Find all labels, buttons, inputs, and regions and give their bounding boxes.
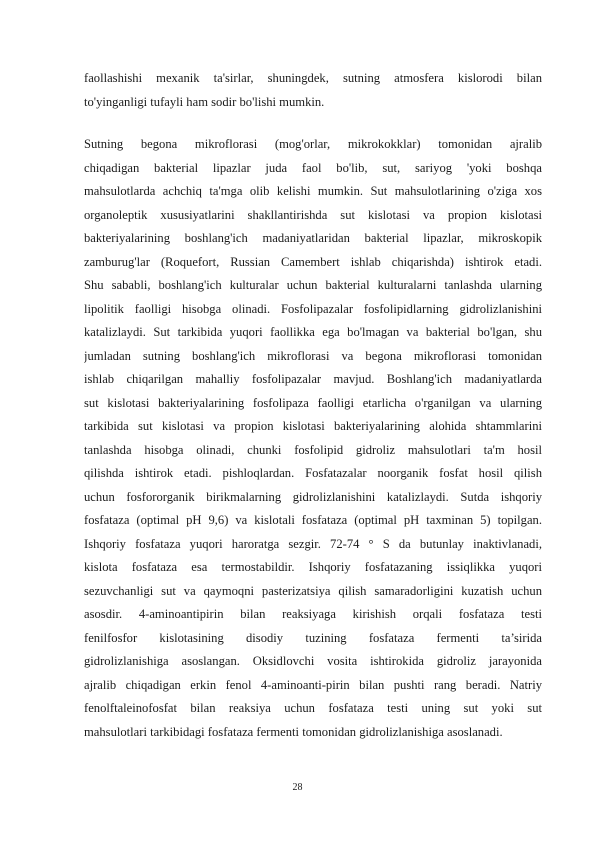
text-line: sezuvchanligi sut va qaymoqni pasterizatsiya qilish samaradorligini kuzatish uchun	[84, 583, 542, 598]
text-line: organoleptik xususiyatlarini shakllantirishda sut kislotasi va propion kislotasi	[84, 207, 542, 222]
page-number: 28	[292, 782, 303, 793]
paragraph-2	[84, 133, 542, 744]
text-line: fosfataza (optimal pH 9,6) va kislotali fosfataza (optimal pH taxminan 5) topilgan.	[84, 513, 542, 527]
text-line: sut kislotasi bakteriyalarining fosfolipaza faolligi etarlicha o'rganilgan va ularning	[84, 395, 542, 410]
text-line: fenilfosfor kislotasining disodiy tuzining fosfataza fermenti ta’sirida	[84, 630, 542, 645]
text-line: jumladan sutning boshlang'ich mikroflorasi va begona mikroflorasi tomonidan	[84, 348, 542, 363]
text-line: qilishda ishtirok etadi. pishloqlardan. Fosfatazalar noorganik fosfat hosil qilish	[84, 466, 542, 480]
text-line: bakteriyalarining boshlang'ich madaniyatlaridan bakterial lipazlar, mikroskopik	[84, 231, 542, 245]
text-line: tanlashda hisobga olinadi, chunki fosfolipid gidroliz mahsulotlari ta'm hosil	[84, 442, 542, 457]
text-line: katalizlaydi. Sut tarkibida yuqori faollikka ega bo'lmagan va bakterial bo'lgan, shu	[84, 325, 542, 339]
text-line: tarkibida sut kislotasi va propion kislotasi bakteriyalarining alohida shtammlarini	[84, 419, 542, 433]
text-line: faollashishi mexanik ta'sirlar, shuningdek, sutning atmosfera kislorodi bilan	[84, 71, 542, 85]
text-line: kislota fosfataza esa termostabildir. Ishqoriy fosfatazaning issiqlikka yuqori	[84, 560, 542, 574]
text-line: Ishqoriy fosfataza yuqori haroratga sezgir. 72-74 ° S da butunlay inaktivlanadi,	[84, 536, 542, 551]
text-line: Sutning begona mikroflorasi (mog'orlar, mikrokokklar) tomonidan ajralib	[84, 137, 542, 151]
text-line: ishlab chiqarilgan mahalliy fosfolipazalar mavjud. Boshlang'ich madaniyatlarda	[84, 372, 542, 386]
text-line: Shu sababli, boshlang'ich kulturalar uchun bakterial kulturalarni tanlashda ularning	[84, 278, 542, 292]
text-line: uchun fosfororganik birikmalarning gidrolizlanishini katalizlaydi. Sutda ishqoriy	[84, 489, 542, 504]
text-line: mahsulotlari tarkibidagi fosfataza fermenti tomonidan gidrolizlanishiga asoslanadi.	[84, 724, 503, 739]
text-line: ajralib chiqadigan erkin fenol 4-aminoanti-pirin bilan pushti rang beradi. Natriy	[84, 677, 542, 692]
text-line: gidrolizlanishiga asoslangan. Oksidlovchi vosita ishtirokida gidroliz jarayonida	[84, 654, 542, 668]
text-line: chiqadigan bakterial lipazlar juda faol bo'lib, sut, sariyog 'yoki boshqa	[84, 160, 542, 175]
text-line: fenolftaleinofosfat bilan reaksiya uchun fosfataza testi uning sut yoki sut	[84, 701, 542, 715]
paragraph-1	[84, 67, 542, 114]
text-line: mahsulotlarda achchiq ta'mga olib kelishi mumkin. Sut mahsulotlarining o'ziga xos	[84, 184, 542, 198]
text-line: zamburug'lar (Roquefort, Russian Camembert ishlab chiqarishda) ishtirok etadi.	[84, 254, 542, 269]
text-line: asosdir. 4-aminoantipirin bilan reaksiyaga kirishish orqali fosfataza testi	[84, 607, 542, 621]
text-line: lipolitik faolligi hisobga olinadi. Fosfolipazalar fosfolipidlarning gidrolizlanishini	[84, 301, 542, 316]
text-line: to'yinganligi tufayli ham sodir bo'lishi mumkin.	[84, 94, 325, 109]
